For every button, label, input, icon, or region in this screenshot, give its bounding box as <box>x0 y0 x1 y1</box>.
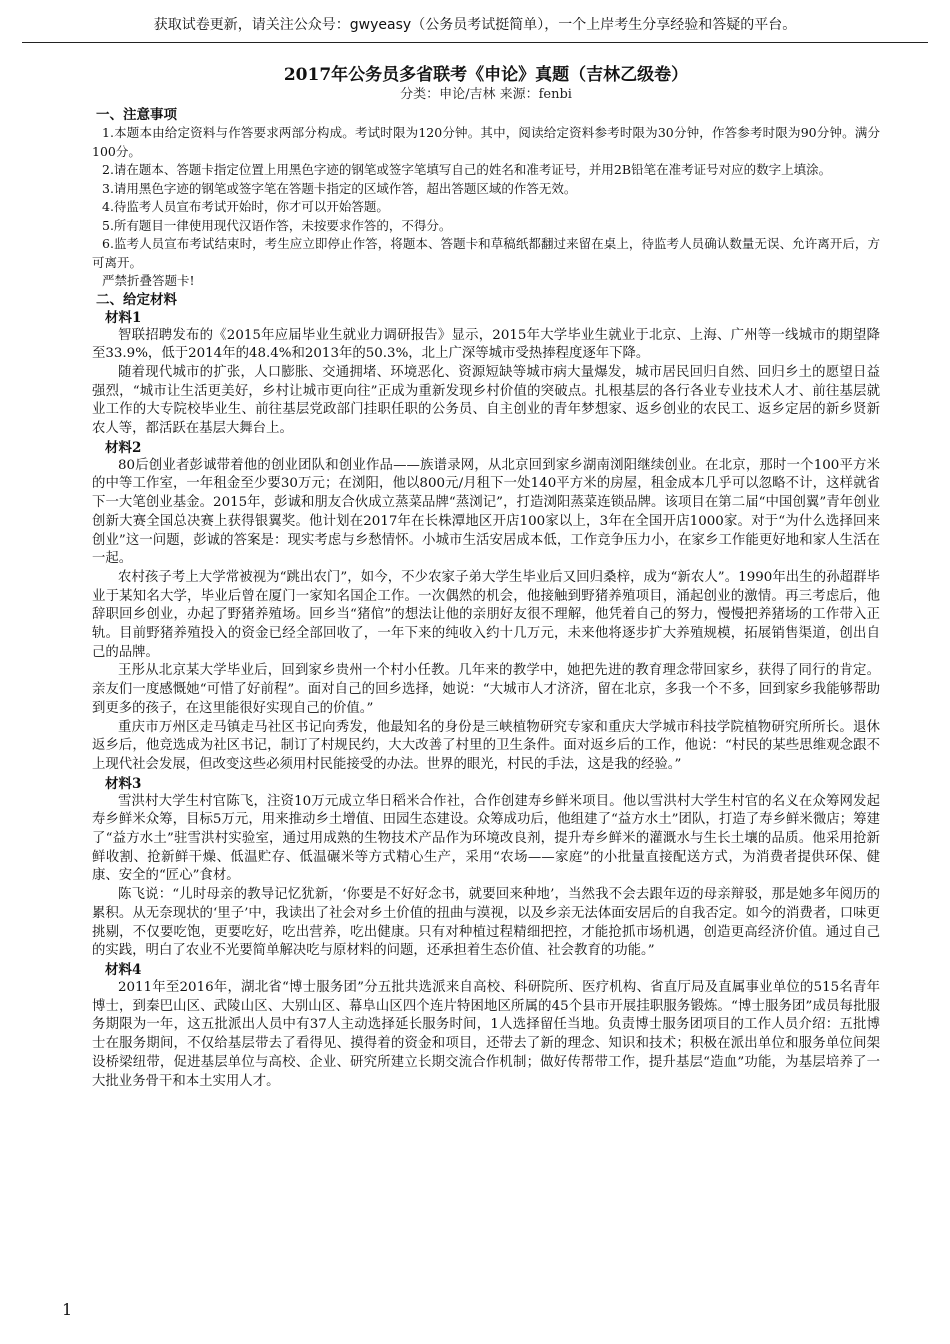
paragraph: 随着现代城市的扩张，人口膨胀、交通拥堵、环境恶化、资源短缺等城市病大量爆发，城市居民回归自然、回归乡土的愿望日益强烈，“城市让生活更美好，乡村让城市更向往”正成为重新发现乡村价值的突破点。扎根基层的各行各业专业技术人才、前往基层就业工作的大专院校毕业生、前往基层党政部门挂职任职的公务员、自主创业的青年梦想家、返乡创业的农民工、返乡定居的新乡贤新农人等，都活跃在基层大舞台上。 <box>92 364 880 437</box>
paragraph: 重庆市万州区走马镇走马社区书记向秀发，他最知名的身份是三峡植物研究专家和重庆大学城市科技学院植物研究所所长。退休返乡后，他竞选成为社区书记，制订了村规民约，大大改善了村里的卫生条件。面对返乡后的工作，他说：“村民的某些思维观念跟不上现代社会发展，但改变这些必须用村民能接受的办法。世界的眼光，村民的手法，这是我的经验。” <box>92 719 880 772</box>
paragraph: 2011年至2016年，湖北省“博士服务团”分五批共选派来自高校、科研院所、医疗机构、省直厅局及直属事业单位的515名青年博士，到秦巴山区、武陵山区、大别山区、幕阜山区四个连片特困地区所属的45个县市开展挂职服务锻炼。“博士服务团”成员每批服务期限为一年，这五批派出人员中有37人主动选择延长服务时间，1人选择留任当地。负责博士服务团项目的工作人员介绍：五批博士在服务期间，不仅给基层带去了看得见、摸得着的资金和项目，还带去了新的理念、知识和技术；积极在派出单位和服务单位间架设桥梁纽带，促进基层单位与高校、企业、研究所建立长期交流合作机制；做好传帮带工作，提升基层“造血”功能，为基层培养了一大批业务骨干和本土实用人才。 <box>92 980 880 1089</box>
notes-list <box>92 124 880 291</box>
note-item: 3.请用黑色字迹的钢笔或签字笔在答题卡指定的区域作答，超出答题区域的作答无效。 <box>102 180 577 196</box>
material-label: 材料3 <box>105 775 142 792</box>
note-item: 5.所有题目一律使用现代汉语作答，未按要求作答的，不得分。 <box>102 217 452 233</box>
paragraph: 雪洪村大学生村官陈飞，注资10万元成立华日稻米合作社，合作创建寿乡鲜米项目。他以雪洪村大学生村官的名义在众筹网发起寿乡鲜米众筹，目标5万元，用来推动乡土增值、田园生态建设。众筹成功后，他组建了“益方水土”团队，打造了寿乡鲜米微店；筹建了“益方水土”驻雪洪村实验室，通过用成熟的生物技术产品作为环境改良剂，提升寿乡鲜米的灌溉水与生长土壤的品质。他采用抢新鲜收割、抢新鲜干燥、低温贮存、低温碾米等方式精心生产，采用“农场——家庭”的小批量直接配送方式，为消费者提供环保、健康、安全的“匠心”食材。 <box>92 793 880 884</box>
notes-heading: 一、注意事项 <box>96 107 177 123</box>
material-1 <box>92 309 880 439</box>
document-body <box>92 64 880 1091</box>
material-2 <box>92 439 880 775</box>
note-warning: 严禁折叠答题卡! <box>102 273 195 288</box>
page-number: 1 <box>62 1300 73 1319</box>
paragraph: 80后创业者彭诚带着他的创业团队和创业作品——族谱录网，从北京回到家乡湖南浏阳继续创业。在北京，那时一个100平方米的中等工作室，一年租金至少要30万元；在浏阳，他以800元/月租下一处140平方米的房屋，租金成本几乎可以忽略不计，这样就省下一大笔创业基金。2015年，彭诚和朋友合伙成立蒸菜品牌“蒸浏记”，打造浏阳蒸菜连锁品牌。该项目在第二届“中国创翼”青年创业创新大赛全国总决赛上获得银翼奖。他计划在2017年在长株潭地区开店100家以上，3年在全国开店1000家。对于“为什么选择回来创业”这一问题，彭诚的答案是：现实考虑与乡愁情怀。小城市生活安居成本低，工作竞争压力小，在家乡工作能更好地和家人生活在一起。 <box>92 457 880 567</box>
header-divider <box>22 42 928 43</box>
material-4 <box>92 961 880 1091</box>
materials-heading: 二、给定材料 <box>96 291 177 308</box>
note-item: 4.待监考人员宣布考试开始时，你才可以开始答题。 <box>102 199 389 214</box>
material-label: 材料4 <box>105 962 142 978</box>
material-3 <box>92 775 880 961</box>
paragraph: 陈飞说：“儿时母亲的教导记忆犹新，‘你要是不好好念书，就要回来种地’，当然我不会去跟年迈的母亲辩驳，那是她多年阅历的累积。从无奈现状的‘里子’中，我读出了社会对乡土价值的扭曲与漠视，以及乡亲无法体面安居后的自我否定。如今的消费者，口味更挑剔，不仅要吃饱，更要吃好，吃出营养，吃出健康。只有对种植过程精细把控，才能抢抓市场机遇，创造更高经济价值。通过自己的实践，明白了农业不光要简单解决吃与原材料的问题，还承担着生态价值、社会教育的功能。” <box>92 887 880 959</box>
paragraph: 农村孩子考上大学常被视为“跳出农门”，如今，不少农家子弟大学生毕业后又回归桑梓，成为“新农人”。1990年出生的孙超群毕业于某知名大学，毕业后曾在厦门一家知名国企工作。一次偶然的机会，他接触到野猪养殖项目，涌起创业的激情。再三考虑后，他辞职回乡创业，办起了野猪养殖场。回乡当“猪倌”的想法让他的亲朋好友很不理解，他凭着自己的努力，慢慢把养猪场的工作带入正轨。目前野猪养殖投入的资金已经全部回收了，一年下来的纯收入约十几万元，未来他将逐步扩大养殖规模，拓展销售渠道，创出自己的品牌。 <box>92 569 880 660</box>
material-label: 材料2 <box>105 439 142 456</box>
header-banner: 获取试卷更新，请关注公众号：gwyeasy（公务员考试挺简单），一个上岸考生分享经验和答疑的平台。 <box>153 17 797 33</box>
note-item: 6.监考人员宣布考试结束时，考生应立即停止作答，将题本、答题卡和草稿纸都翻过来留在桌上，待监考人员确认数量无误、允许离开后，方可离开。 <box>92 236 880 270</box>
doc-meta: 分类：申论/吉林 来源：fenbi <box>400 87 572 102</box>
material-label: 材料1 <box>105 309 142 326</box>
paragraph: 王彤从北京某大学毕业后，回到家乡贵州一个村小任教。几年来的教学中，她把先进的教育理念带回家乡，获得了同行的肯定。亲友们一度感慨她“可惜了好前程”。面对自己的回乡选择，她说：“大城市人才济济，留在北京，多我一个不多，回到家乡我能够帮助到更多的孩子，在这里能很好实现自己的价值。” <box>92 663 880 716</box>
doc-title: 2017年公务员多省联考《申论》真题（吉林乙级卷） <box>283 65 689 85</box>
paragraph: 智联招聘发布的《2015年应届毕业生就业力调研报告》显示，2015年大学毕业生就业于北京、上海、广州等一线城市的期望降至33.9%，低于2014年的48.4%和2013年的50.3%，北上广深等城市受热捧程度逐年下降。 <box>92 327 880 362</box>
note-item: 1.本题本由给定资料与作答要求两部分构成。考试时限为120分钟。其中，阅读给定资料参考时限为30分钟，作答参考时限为90分钟。满分100分。 <box>92 125 880 159</box>
note-item: 2.请在题本、答题卡指定位置上用黑色字迹的钢笔或签字笔填写自己的姓名和准考证号，并用2B铅笔在准考证号对应的数字上填涂。 <box>102 162 832 177</box>
